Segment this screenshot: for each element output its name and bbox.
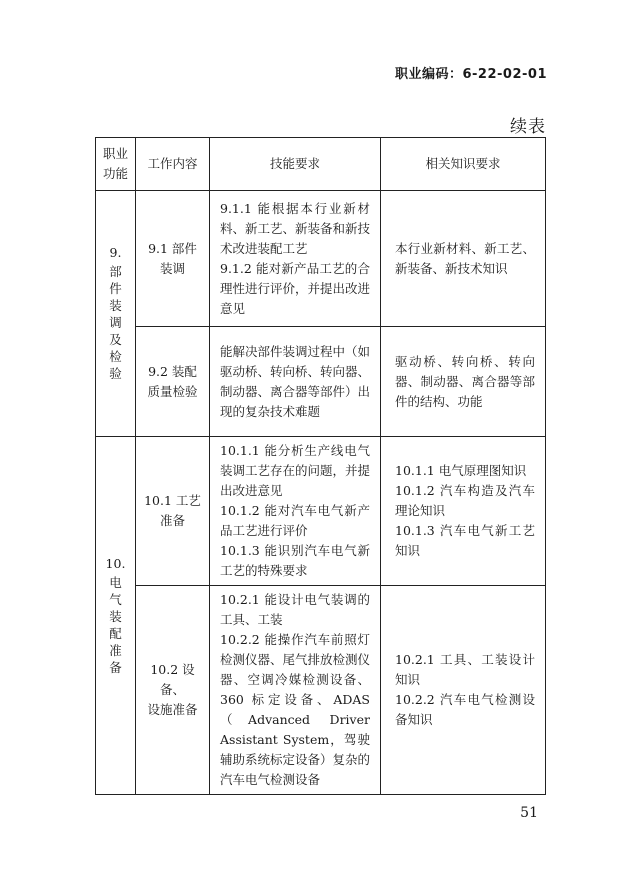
knowledge-item: 本行业新材料、新工艺、新装备、新技术知识 <box>395 240 535 276</box>
knowledge-item: 10.1.3 汽车电气新工艺知识 <box>395 523 535 558</box>
header-row <box>96 138 546 191</box>
content-cell <box>136 191 210 327</box>
header-knowledge: 相关知识要求 <box>381 138 546 191</box>
knowledge-cell <box>381 191 546 327</box>
header-skills: 技能要求 <box>210 138 381 191</box>
skills-table <box>95 137 546 795</box>
skill-item: 10.2.2 能操作汽车前照灯检测仪器、尾气排放检测仪器、空调冷媒检测设备、360 标定设备、ADAS（Advanced Driver Assistant System，驾驶辅助系统标定设备）复杂的汽车电气检测设备 <box>220 632 371 787</box>
function-number: 9. <box>109 245 122 260</box>
knowledge-item: 10.1.2 汽车构造及汽车理论知识 <box>395 483 535 518</box>
content-line: 装调 <box>159 260 185 276</box>
skill-item: 10.2.1 能设计电气装调的工具、工装 <box>220 592 370 627</box>
content-line: 10.1 工艺 <box>144 493 201 508</box>
skill-item: 10.1.1 能分析生产线电气装调工艺存在的问题，并提出改进意见 <box>220 443 371 498</box>
skill-item: 能解决部件装调过程中（如驱动桥、转向桥、转向器、制动器、离合器等部件）出现的复杂技术难题 <box>220 343 371 419</box>
content-line: 10.2 设备、 <box>150 662 195 697</box>
page-number: 51 <box>520 805 538 821</box>
table-row <box>96 437 546 586</box>
knowledge-cell <box>381 437 546 586</box>
function-name: 部件装调及检验 <box>109 264 122 381</box>
skill-item: 9.1.1 能根据本行业新材料、新工艺、新装备和新技术改进装配工艺 <box>220 200 371 256</box>
table-row <box>96 191 546 327</box>
knowledge-item: 驱动桥、转向桥、转向器、制动器、离合器等部件的结构、功能 <box>395 353 535 409</box>
content-line: 质量检验 <box>147 383 198 399</box>
skills-cell <box>210 327 381 437</box>
content-line: 9.1 部件 <box>148 240 197 256</box>
header-function <box>96 138 136 191</box>
header-function-line1: 职业 <box>102 146 128 161</box>
content-cell <box>136 327 210 437</box>
knowledge-item: 10.2.2 汽车电气检测设备知识 <box>395 692 535 727</box>
knowledge-item: 10.1.1 电气原理图知识 <box>395 463 527 478</box>
function-cell-10 <box>96 437 136 795</box>
content-cell <box>136 586 210 795</box>
table-row <box>96 586 546 795</box>
skill-item: 10.1.3 能识别汽车电气新工艺的特殊要求 <box>220 543 370 578</box>
header-function-line2: 功能 <box>102 166 128 181</box>
skills-cell <box>210 586 381 795</box>
table-row <box>96 327 546 437</box>
content-cell <box>136 437 210 586</box>
skills-cell <box>210 191 381 327</box>
skills-cell <box>210 437 381 586</box>
knowledge-cell <box>381 586 546 795</box>
skill-item: 10.1.2 能对汽车电气新产品工艺进行评价 <box>220 503 370 538</box>
occupation-code: 职业编码：6-22-02-01 <box>394 67 547 82</box>
skill-item: 9.1.2 能对新产品工艺的合理性进行评价，并提出改进意见 <box>220 260 371 316</box>
function-name: 电气装配准备 <box>109 574 122 675</box>
knowledge-item: 10.2.1 工具、工装设计知识 <box>395 652 535 687</box>
function-number: 10. <box>105 555 126 571</box>
header-content: 工作内容 <box>136 138 210 191</box>
knowledge-cell <box>381 327 546 437</box>
content-line: 9.2 装配 <box>148 363 197 379</box>
function-cell-9 <box>96 191 136 437</box>
content-line: 设施准备 <box>147 702 198 717</box>
content-line: 准备 <box>159 513 185 528</box>
continued-label: 续表 <box>510 117 546 137</box>
